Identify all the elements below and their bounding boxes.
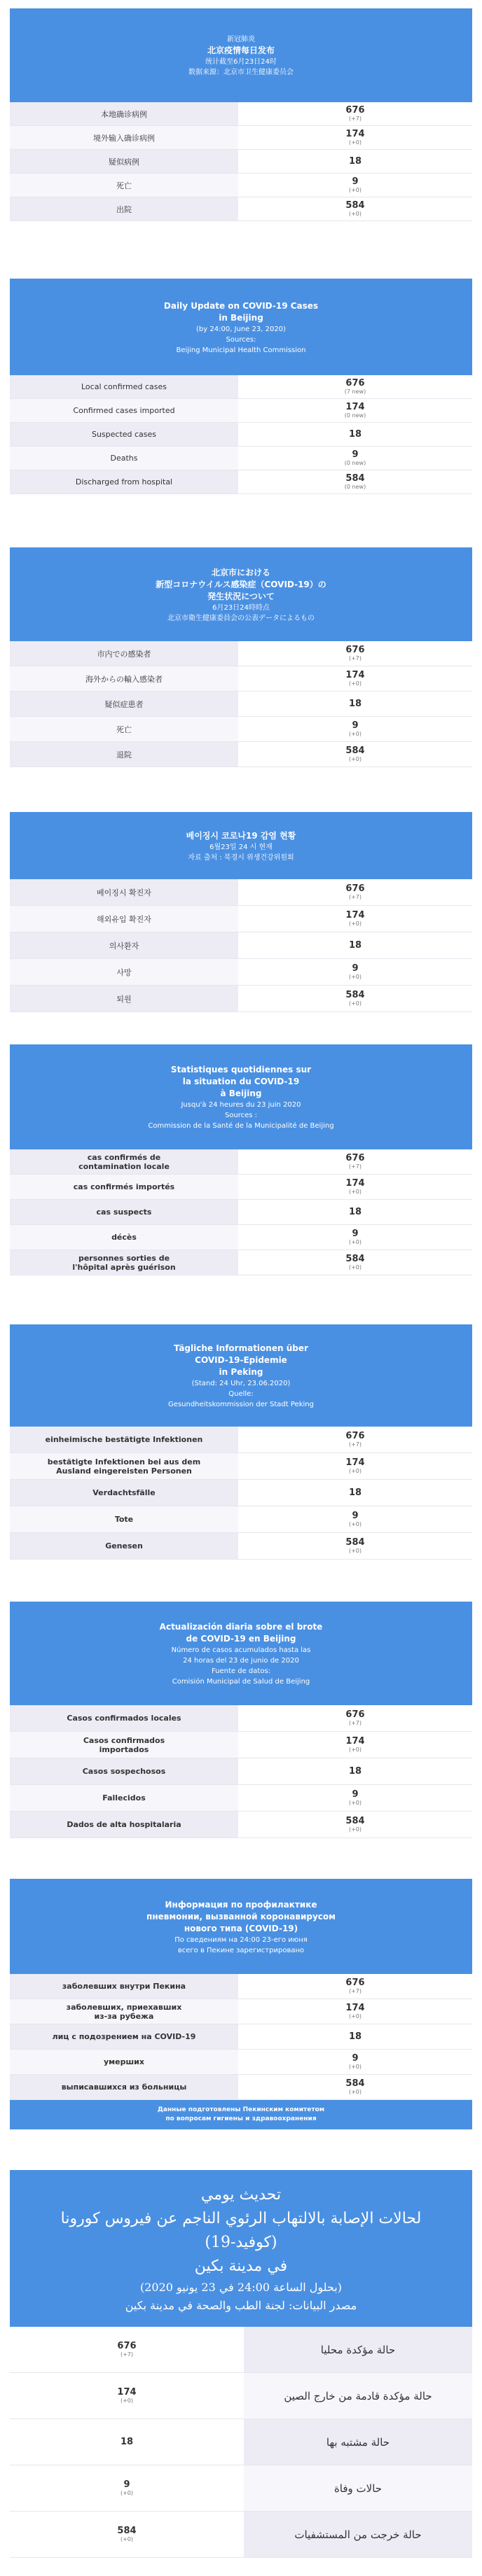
row-value: 18 xyxy=(348,1207,362,1217)
row-change: (+0) xyxy=(348,1000,362,1007)
stats-table xyxy=(10,879,472,1012)
row-value-cell xyxy=(238,1480,472,1506)
card-header xyxy=(10,8,472,102)
card-header xyxy=(10,2170,472,2327)
row-label: حالة مشتبه بها xyxy=(244,2419,472,2465)
row-label: заболевших внутри Пекина xyxy=(10,1974,238,1998)
row-change: (+0) xyxy=(348,1548,362,1554)
table-row xyxy=(10,1453,472,1480)
header-line: 発生状況について xyxy=(207,591,275,601)
row-label: personnes sorties de l'hôpital après guérison xyxy=(10,1250,238,1275)
header-line: Quelle: xyxy=(228,1390,254,1398)
row-value: 174 xyxy=(345,670,365,680)
row-label: Genesen xyxy=(10,1533,238,1559)
header-line: 数据来源：北京市卫生健康委员会 xyxy=(188,69,294,76)
row-value: 676 xyxy=(117,2341,137,2351)
header-line: Commission de la Santé de la Municipalité de Beijing xyxy=(148,1122,334,1130)
row-change: (+0) xyxy=(120,2490,134,2496)
row-label: décès xyxy=(10,1225,238,1250)
row-value: 9 xyxy=(352,2053,359,2064)
row-value: 174 xyxy=(345,1457,365,1468)
header-line: 자료 출처 : 북경시 위생건강위원회 xyxy=(188,853,294,862)
table-row xyxy=(10,1705,472,1732)
row-value-cell xyxy=(238,717,472,741)
row-change: (+0) xyxy=(348,731,362,737)
row-label: заболевших, приехавших из-за рубежа xyxy=(10,1999,238,2024)
row-change: (+0) xyxy=(348,1189,362,1195)
header-line: 统计截至6月23日24时 xyxy=(205,58,277,66)
row-change: (+7) xyxy=(348,1441,362,1448)
row-value: 9 xyxy=(352,449,359,460)
row-label: Discharged from hospital xyxy=(10,470,238,493)
row-label: 疑似病例 xyxy=(10,150,238,173)
row-value: 18 xyxy=(348,1488,362,1498)
row-change: (+0) xyxy=(348,2064,362,2070)
row-value: 18 xyxy=(348,699,362,709)
row-value-cell xyxy=(238,1785,472,1811)
table-row xyxy=(10,1225,472,1250)
table-row xyxy=(10,2512,472,2558)
row-label: Casos confirmados locales xyxy=(10,1705,238,1731)
table-row xyxy=(10,1506,472,1533)
row-value-cell xyxy=(10,2419,244,2465)
header-line: Gesundheitskommission der Stadt Peking xyxy=(168,1401,314,1408)
row-value-cell xyxy=(238,1705,472,1731)
update-card-ko xyxy=(10,812,472,1012)
header-line: 베이징시 코로나19 감염 현황 xyxy=(186,830,296,841)
row-value: 584 xyxy=(345,1254,365,1264)
row-change: (0 new) xyxy=(344,460,366,466)
header-line: всего в Пекине зарегистрировано xyxy=(177,1946,305,1954)
row-value-cell xyxy=(238,470,472,493)
header-line: По сведениям на 24:00 23-его июня xyxy=(174,1935,308,1944)
table-row xyxy=(10,1427,472,1453)
row-label: 境外输入确诊病例 xyxy=(10,126,238,149)
table-row xyxy=(10,986,472,1012)
table-row xyxy=(10,470,472,494)
row-value: 18 xyxy=(348,429,362,440)
row-label: 퇴원 xyxy=(10,986,238,1011)
row-value: 584 xyxy=(345,200,365,211)
row-label: Tote xyxy=(10,1506,238,1532)
header-line: 新型コロナウイルス感染症（COVID-19）の xyxy=(156,579,326,589)
row-change: (+0) xyxy=(120,2398,134,2404)
row-value-cell xyxy=(238,1758,472,1784)
row-value-cell xyxy=(238,1250,472,1275)
table-row xyxy=(10,375,472,399)
row-change: (+0) xyxy=(348,1826,362,1833)
table-row xyxy=(10,126,472,150)
row-label: حالة مؤكدة محليا xyxy=(244,2327,472,2372)
row-value-cell xyxy=(238,1175,472,1199)
row-change: (+7) xyxy=(120,2351,134,2358)
row-value: 174 xyxy=(345,129,365,139)
row-value-cell xyxy=(238,102,472,125)
header-line: Sources: xyxy=(226,335,256,344)
row-value-cell xyxy=(238,1999,472,2024)
row-change: (+0) xyxy=(348,211,362,217)
header-line: Информация по профилактике xyxy=(165,1899,317,1910)
row-change: (+0) xyxy=(348,2013,362,2019)
row-label: 사망 xyxy=(10,959,238,985)
row-value-cell xyxy=(238,197,472,220)
row-value: 584 xyxy=(345,746,365,756)
table-row xyxy=(10,1533,472,1560)
header-line: (Stand: 24 Uhr, 23.06.2020) xyxy=(191,1380,291,1387)
update-card-ja xyxy=(10,547,472,767)
row-value: 18 xyxy=(348,156,362,167)
table-row xyxy=(10,692,472,717)
row-label: 死亡 xyxy=(10,174,238,197)
table-row xyxy=(10,717,472,742)
update-card-zh xyxy=(10,8,472,221)
row-label: лиц с подозрением на COVID-19 xyxy=(10,2024,238,2049)
header-line: 新冠肺炎 xyxy=(227,36,255,43)
row-change: (+0) xyxy=(348,1746,362,1753)
row-change: (+7) xyxy=(348,655,362,662)
row-value-cell xyxy=(238,150,472,173)
header-line: Tägliche Informationen über xyxy=(174,1343,308,1353)
update-card-ru xyxy=(10,1879,472,2129)
row-value: 9 xyxy=(352,176,359,187)
row-value: 676 xyxy=(345,378,365,388)
table-row xyxy=(10,879,472,906)
row-value: 584 xyxy=(345,1537,365,1548)
row-change: (+7) xyxy=(348,1720,362,1726)
row-value-cell xyxy=(238,1506,472,1532)
table-row xyxy=(10,399,472,423)
row-value: 18 xyxy=(348,1766,362,1777)
table-row xyxy=(10,1175,472,1200)
row-label: 海外からの輸入感染者 xyxy=(10,666,238,691)
header-line: Sources : xyxy=(224,1112,258,1119)
row-value: 676 xyxy=(345,1153,365,1163)
row-value: 9 xyxy=(352,1789,359,1800)
row-label: cas confirmés importés xyxy=(10,1175,238,1199)
row-value: 9 xyxy=(352,1228,359,1239)
row-label: Deaths xyxy=(10,447,238,470)
stats-table xyxy=(10,375,472,494)
row-value-cell xyxy=(238,2075,472,2099)
card-header xyxy=(10,1324,472,1427)
row-change: (+0) xyxy=(120,2536,134,2542)
row-value: 18 xyxy=(120,2437,134,2447)
row-change: (+0) xyxy=(348,1521,362,1527)
row-value: 18 xyxy=(348,2031,362,2042)
header-line: Número de casos acumulados hasta las xyxy=(171,1646,311,1654)
row-change: (+7) xyxy=(348,894,362,900)
row-value-cell xyxy=(238,986,472,1011)
row-label: 本地确诊病例 xyxy=(10,102,238,125)
row-value-cell xyxy=(238,1200,472,1224)
header-line: (by 24:00, June 23, 2020) xyxy=(196,325,286,333)
row-value-cell xyxy=(238,2050,472,2074)
header-line: لحالات الإصابة بالالتهاب الرئوي الناجم عن فيروس كورونا (كوفيد-19) xyxy=(60,2210,422,2251)
row-change: (+0) xyxy=(348,1468,362,1474)
stats-table xyxy=(10,2327,472,2558)
row-value-cell xyxy=(238,1732,472,1758)
row-value: 174 xyxy=(345,402,365,412)
row-label: 疑似症患者 xyxy=(10,692,238,716)
row-label: cas confirmés de contamination locale xyxy=(10,1149,238,1174)
row-change: (+0) xyxy=(348,1264,362,1270)
row-value-cell xyxy=(238,174,472,197)
row-change: (0 new) xyxy=(344,484,366,490)
table-row xyxy=(10,932,472,959)
row-value: 174 xyxy=(117,2387,137,2398)
row-value-cell xyxy=(238,959,472,985)
row-value: 584 xyxy=(345,1816,365,1826)
table-row xyxy=(10,174,472,197)
row-label: حالة خرجت من المستشفيات xyxy=(244,2512,472,2557)
table-row xyxy=(10,1250,472,1275)
header-line: Jusqu'à 24 heures du 23 juin 2020 xyxy=(181,1101,301,1109)
table-row xyxy=(10,1974,472,1999)
row-label: Verdachtsfälle xyxy=(10,1480,238,1506)
stats-table xyxy=(10,1705,472,1838)
row-label: 베이징시 확진자 xyxy=(10,879,238,905)
row-value-cell xyxy=(10,2512,244,2557)
row-label: Casos sospechosos xyxy=(10,1758,238,1784)
header-line: Daily Update on COVID-19 Cases xyxy=(163,300,319,311)
row-change: (+0) xyxy=(348,756,362,762)
row-change: (+7) xyxy=(348,115,362,122)
header-line: 24 horas del 23 de junio de 2020 xyxy=(183,1657,299,1665)
header-line: Actualización diaria sobre el brote xyxy=(159,1622,323,1632)
row-value: 584 xyxy=(117,2526,137,2536)
row-change: (+0) xyxy=(348,2089,362,2095)
row-value: 584 xyxy=(345,2078,365,2089)
row-value-cell xyxy=(238,1974,472,1998)
update-card-de xyxy=(10,1324,472,1560)
header-line: في مدينة بكين xyxy=(194,2258,288,2275)
row-label: Casos confirmados importados xyxy=(10,1732,238,1758)
stats-table xyxy=(10,1427,472,1560)
row-value-cell xyxy=(238,879,472,905)
row-value-cell xyxy=(10,2327,244,2372)
row-change: (+0) xyxy=(348,1239,362,1245)
header-line: (بحلول الساعة 24:00 في 23 يونيو 2020) xyxy=(139,2281,342,2294)
row-value: 584 xyxy=(345,473,365,484)
row-value-cell xyxy=(238,932,472,958)
row-label: Dados de alta hospitalaria xyxy=(10,1812,238,1837)
stats-table xyxy=(10,1974,472,2100)
row-change: (+0) xyxy=(348,920,362,927)
table-row xyxy=(10,1149,472,1175)
row-value-cell xyxy=(238,641,472,666)
stats-table xyxy=(10,641,472,767)
row-value-cell xyxy=(238,423,472,446)
header-line: la situation du COVID-19 xyxy=(182,1077,300,1086)
row-change: (+0) xyxy=(348,680,362,687)
table-row xyxy=(10,102,472,126)
row-value-cell xyxy=(238,375,472,398)
table-row xyxy=(10,2327,472,2373)
card-header xyxy=(10,1602,472,1705)
header-line: in Peking xyxy=(219,1367,263,1377)
card-header xyxy=(10,1044,472,1149)
table-row xyxy=(10,1785,472,1812)
row-change: (+0) xyxy=(348,139,362,146)
header-line: تحديث يومي xyxy=(200,2186,282,2204)
row-label: حالة مؤكدة قادمة من خارج الصين xyxy=(244,2373,472,2418)
row-value: 9 xyxy=(352,720,359,731)
row-value: 676 xyxy=(345,883,365,894)
row-label: умерших xyxy=(10,2050,238,2074)
header-line: مصدر البيانات: لجنة الطب والصحة في مدينة بكين xyxy=(125,2299,357,2312)
row-value-cell xyxy=(238,1225,472,1250)
table-row xyxy=(10,666,472,692)
table-row xyxy=(10,447,472,470)
row-label: حالات وفاة xyxy=(244,2465,472,2511)
table-row xyxy=(10,906,472,932)
table-row xyxy=(10,959,472,986)
row-value-cell xyxy=(238,906,472,932)
row-change: (+0) xyxy=(348,974,362,980)
row-value-cell xyxy=(238,1427,472,1452)
row-value: 676 xyxy=(345,1977,365,1988)
row-change: (7 new) xyxy=(344,388,366,395)
table-row xyxy=(10,1200,472,1225)
table-row xyxy=(10,2373,472,2419)
update-card-es xyxy=(10,1602,472,1838)
table-row xyxy=(10,1732,472,1758)
row-value-cell xyxy=(10,2465,244,2511)
table-row xyxy=(10,1812,472,1838)
header-line: 北京市における xyxy=(211,567,270,578)
update-card-en xyxy=(10,279,472,494)
header-line: in Beijing xyxy=(219,312,263,323)
row-value-cell xyxy=(238,126,472,149)
header-line: Beijing Municipal Health Commission xyxy=(176,346,306,354)
table-row xyxy=(10,2024,472,2050)
stats-table xyxy=(10,102,472,221)
card-header xyxy=(10,1879,472,1974)
footer-line: по вопросам гигиены и здравоохранения xyxy=(165,2115,317,2122)
header-line: Comisión Municipal de Salud de Beijing xyxy=(172,1678,310,1686)
row-value: 676 xyxy=(345,1431,365,1441)
row-change: (+0) xyxy=(348,187,362,193)
table-row xyxy=(10,2050,472,2075)
row-value: 174 xyxy=(345,2003,365,2013)
row-label: 해외유입 확진자 xyxy=(10,906,238,932)
row-label: cas suspects xyxy=(10,1200,238,1224)
header-line: Statistiques quotidiennes sur xyxy=(170,1065,312,1074)
row-label: 出院 xyxy=(10,197,238,220)
row-change: (+0) xyxy=(348,1800,362,1806)
row-value: 584 xyxy=(345,990,365,1000)
row-value: 676 xyxy=(345,105,365,115)
header-line: COVID-19-Epidemie xyxy=(195,1355,287,1365)
header-line: пневмонии, вызванной коронавирусом xyxy=(146,1911,336,1921)
row-value-cell xyxy=(238,447,472,470)
header-line: 6月23日24時時点 xyxy=(212,603,270,612)
table-row xyxy=(10,2465,472,2512)
table-row xyxy=(10,2075,472,2100)
row-change: (0 new) xyxy=(344,412,366,419)
row-label: einheimische bestätigte Infektionen xyxy=(10,1427,238,1452)
table-row xyxy=(10,641,472,666)
row-label: выписавшихся из больницы xyxy=(10,2075,238,2099)
update-card-fr xyxy=(10,1044,472,1275)
row-change: (+7) xyxy=(348,1163,362,1170)
header-line: нового типа (COVID-19) xyxy=(184,1923,298,1933)
table-row xyxy=(10,742,472,767)
header-line: Fuente de datos: xyxy=(211,1667,271,1675)
card-header xyxy=(10,812,472,879)
row-label: 의사환자 xyxy=(10,932,238,958)
row-value-cell xyxy=(238,1453,472,1479)
table-row xyxy=(10,150,472,174)
header-line: de COVID-19 en Beijing xyxy=(186,1634,296,1644)
card-header xyxy=(10,279,472,375)
row-value: 174 xyxy=(345,1178,365,1189)
row-value-cell xyxy=(238,1533,472,1559)
row-label: 死亡 xyxy=(10,717,238,741)
row-value: 9 xyxy=(352,1511,359,1521)
row-label: 退院 xyxy=(10,742,238,766)
stats-table xyxy=(10,1149,472,1275)
row-value: 18 xyxy=(348,940,362,951)
row-label: Local confirmed cases xyxy=(10,375,238,398)
row-value-cell xyxy=(238,1149,472,1174)
table-row xyxy=(10,1999,472,2024)
update-card-ar xyxy=(10,2170,472,2558)
row-value-cell xyxy=(238,666,472,691)
table-row xyxy=(10,197,472,221)
row-label: bestätigte Infektionen bei aus dem Ausland eingereisten Personen xyxy=(10,1453,238,1479)
row-value: 174 xyxy=(345,910,365,920)
row-label: 市内での感染者 xyxy=(10,641,238,666)
row-value-cell xyxy=(238,2024,472,2049)
row-label: Fallecidos xyxy=(10,1785,238,1811)
row-value-cell xyxy=(238,399,472,422)
row-value: 676 xyxy=(345,645,365,655)
card-footer xyxy=(10,2100,472,2129)
row-value: 9 xyxy=(123,2479,130,2490)
card-header xyxy=(10,547,472,641)
row-value-cell xyxy=(238,742,472,766)
row-value-cell xyxy=(238,692,472,716)
row-value: 9 xyxy=(352,963,359,974)
table-row xyxy=(10,423,472,447)
row-value: 676 xyxy=(345,1709,365,1720)
row-label: Suspected cases xyxy=(10,423,238,446)
row-value-cell xyxy=(238,1812,472,1837)
footer-line: Данные подготовлены Пекинским комитетом xyxy=(157,2106,325,2113)
header-line: 北京疫情每日发布 xyxy=(207,46,275,55)
table-row xyxy=(10,2419,472,2465)
row-change: (+7) xyxy=(348,1988,362,1994)
header-line: 6월23일 24 시 현재 xyxy=(209,843,273,851)
row-label: Confirmed cases imported xyxy=(10,399,238,422)
header-line: 北京市衛生健康委員会の公表データによるもの xyxy=(167,614,315,622)
header-line: à Beijing xyxy=(220,1088,262,1098)
row-value: 174 xyxy=(345,1736,365,1746)
row-value-cell xyxy=(10,2373,244,2418)
table-row xyxy=(10,1480,472,1506)
table-row xyxy=(10,1758,472,1785)
